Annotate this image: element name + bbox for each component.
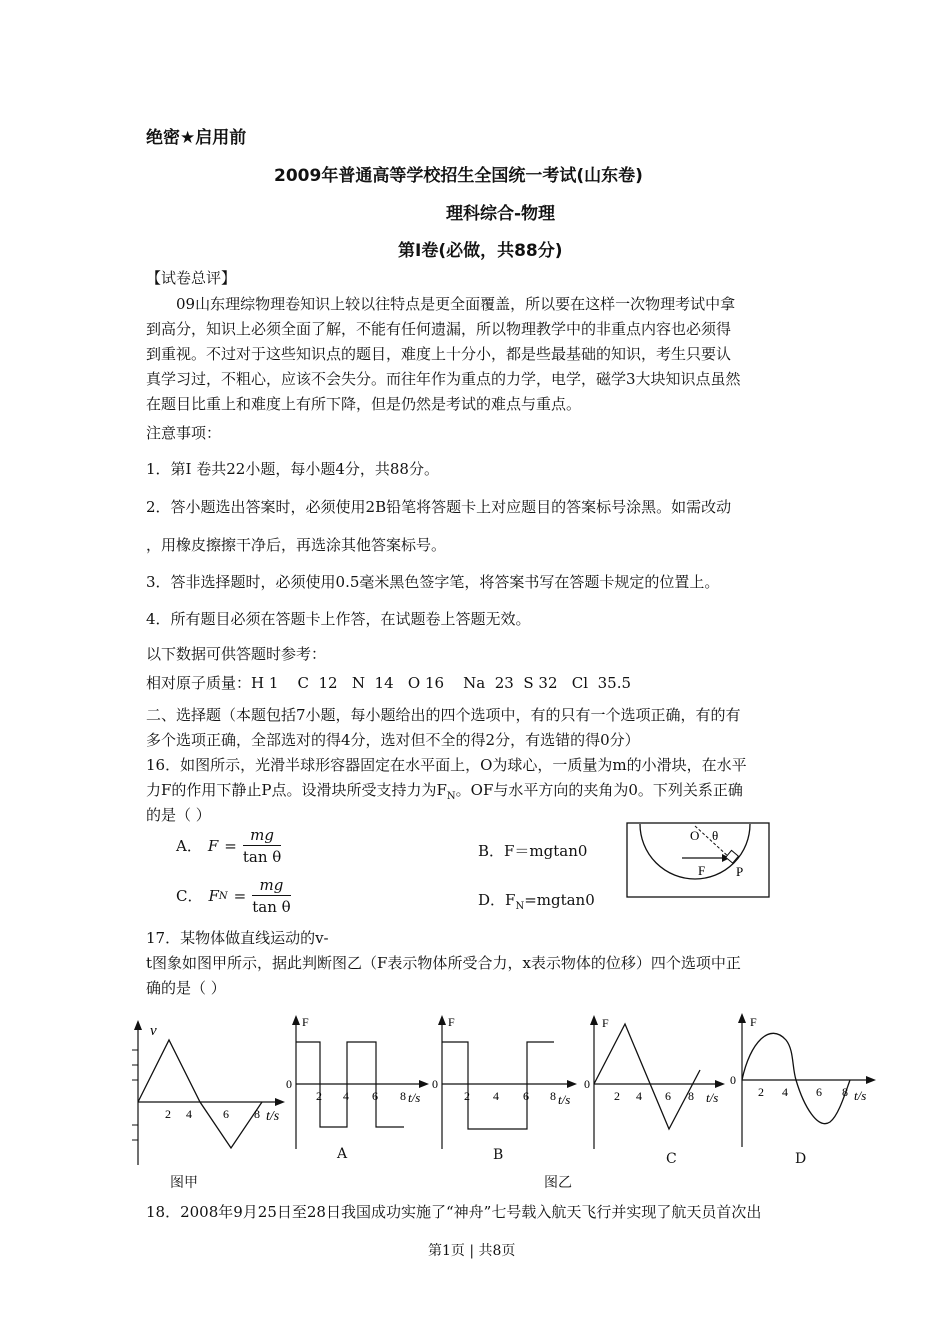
note-item: 2．答小题选出答案时，必须使用2B铅笔将答题卡上对应题目的答案标号涂黑。如需改动 [146, 498, 732, 516]
svg-text:t/s: t/s [266, 1109, 280, 1124]
graph-option-c [580, 1014, 732, 1164]
graph-option-a [284, 1014, 436, 1164]
svg-text:t/s: t/s [408, 1090, 421, 1105]
q16-option-c: C． F N = $\frac{mg}{\text{tan θ}}$ [176, 876, 291, 916]
page-footer: 第1页 | 共8页 [428, 1243, 516, 1259]
review-line: 到高分，知识上必须全面了解，不能有任何遗漏，所以物理教学中的非重点内容也必须得 [146, 320, 732, 338]
svg-text:0: 0 [432, 1077, 438, 1091]
graph-option-d [726, 1012, 886, 1162]
figure-b-caption: 图乙 [544, 1175, 572, 1191]
note-item: 1．第I 卷共22小题，每小题4分，共88分。 [146, 460, 439, 478]
center-label: O [690, 828, 700, 843]
review-line: 到重视。不过对于这些知识点的题目，难度上十分小，都是些最基础的知识，考生只要认 [146, 345, 732, 363]
q16-stem: 的是（ ） [146, 806, 211, 824]
exam-subtitle: 理科综合-物理 [446, 204, 556, 224]
svg-text:2: 2 [165, 1107, 171, 1121]
review-line: 真学习过，不粗心，应该不会失分。而往年作为重点的力学，电学，磁学3大块知识点虽然 [146, 370, 741, 388]
q16-option-b: B．F＝mgtan0 [478, 842, 588, 860]
svg-text:4: 4 [493, 1089, 499, 1103]
review-heading: 【试卷总评】 [146, 269, 237, 287]
q17-stem: t图象如图甲所示，据此判断图乙（F表示物体所受合力，x表示物体的位移）四个选项中正 [146, 954, 741, 972]
svg-text:8: 8 [550, 1089, 556, 1103]
svg-text:8: 8 [842, 1085, 848, 1099]
review-line: 09山东理综物理卷知识上较以往特点是更全面覆盖，所以要在这样一次物理考试中拿 [176, 295, 736, 313]
q18-stem: 18．2008年9月25日至28日我国成功实施了“神舟”七号载入航天飞行并实现了航天员首次出 [146, 1203, 762, 1221]
secret-label: 绝密★启用前 [146, 128, 247, 148]
graph-option-b [432, 1014, 584, 1164]
svg-text:4: 4 [343, 1089, 349, 1103]
svg-text:6: 6 [223, 1107, 229, 1121]
section2-line: 二、选择题（本题包括7小题，每小题给出的四个选项中，有的只有一个选项正确，有的有 [146, 706, 741, 724]
reference-note: 以下数据可供答题时参考： [146, 645, 327, 663]
atomic-masses: 相对原子质量：H 1 C 12 N 14 O 16 Na 23 S 32 Cl 35.5 [146, 674, 632, 692]
note-item: ，用橡皮擦擦干净后，再选涂其他答案标号。 [146, 536, 447, 554]
svg-text:0: 0 [584, 1077, 590, 1091]
vt-graph [128, 1020, 288, 1170]
svg-text:6: 6 [665, 1089, 671, 1103]
svg-text:2: 2 [614, 1089, 620, 1103]
note-item: 3．答非选择题时，必须使用0.5毫米黑色签字笔，将答案书写在答题卡规定的位置上。 [146, 573, 720, 591]
exam-title: 2009年普通高等学校招生全国统一考试(山东卷) [274, 166, 643, 186]
svg-text:t/s: t/s [854, 1088, 867, 1103]
q16-option-a: A． F = $\frac{mg}{\text{tan θ}}$ [176, 826, 282, 866]
svg-text:2: 2 [758, 1085, 764, 1099]
note-item: 4．所有题目必须在答题卡上作答，在试题卷上答题无效。 [146, 610, 531, 628]
svg-text:0: 0 [286, 1077, 292, 1091]
svg-text:4: 4 [636, 1089, 642, 1103]
q16-option-d: D．$F_N=mgtan0$ [478, 891, 595, 912]
svg-text:2: 2 [464, 1089, 470, 1103]
q16-hemisphere-figure [626, 822, 772, 900]
svg-text:2: 2 [316, 1089, 322, 1103]
svg-text:8: 8 [254, 1107, 260, 1121]
figure-a-caption: 图甲 [170, 1175, 198, 1191]
svg-text:F: F [448, 1015, 455, 1029]
svg-text:8: 8 [688, 1089, 694, 1103]
velocity-line [138, 1040, 262, 1148]
option-c-caption: C [666, 1151, 677, 1167]
slider-block [726, 850, 739, 863]
notes-heading: 注意事项： [146, 424, 222, 442]
q16-stem: 力F的作用下静止P点。设滑块所受支持力为$F_N$。OF与水平方向的夹角为0。下列关系正确 [146, 781, 743, 802]
svg-text:4: 4 [782, 1085, 788, 1099]
svg-text:6: 6 [523, 1089, 529, 1103]
option-d-caption: D [795, 1151, 807, 1167]
angle-label: θ [712, 828, 719, 843]
option-a-caption: A [337, 1146, 348, 1162]
force-label: F [698, 863, 706, 878]
svg-text:8: 8 [400, 1089, 406, 1103]
svg-text:6: 6 [372, 1089, 378, 1103]
svg-text:v: v [150, 1023, 157, 1039]
q17-stem: 17．某物体做直线运动的v- [146, 929, 329, 947]
svg-text:F: F [750, 1015, 757, 1029]
svg-text:t/s: t/s [706, 1090, 719, 1105]
section-title: 第Ⅰ卷(必做，共88分) [398, 241, 563, 261]
svg-text:F: F [302, 1015, 309, 1029]
svg-text:t/s: t/s [558, 1092, 571, 1107]
svg-text:4: 4 [186, 1107, 192, 1121]
option-b-caption: B [493, 1147, 504, 1163]
q16-stem: 16．如图所示，光滑半球形容器固定在水平面上，O为球心，一质量为m的小滑块，在水平 [146, 756, 747, 774]
svg-text:0: 0 [730, 1073, 736, 1087]
review-paragraph [146, 292, 741, 417]
section2-line: 多个选项正确，全部选对的得4分，选对但不全的得2分，有选错的得0分） [146, 731, 640, 749]
q17-stem: 确的是（ ） [146, 979, 226, 997]
point-label: P [736, 864, 744, 879]
svg-text:6: 6 [816, 1085, 822, 1099]
review-line: 在题目比重上和难度上有所下降，但是仍然是考试的难点与重点。 [146, 395, 582, 413]
svg-text:F: F [602, 1016, 609, 1030]
